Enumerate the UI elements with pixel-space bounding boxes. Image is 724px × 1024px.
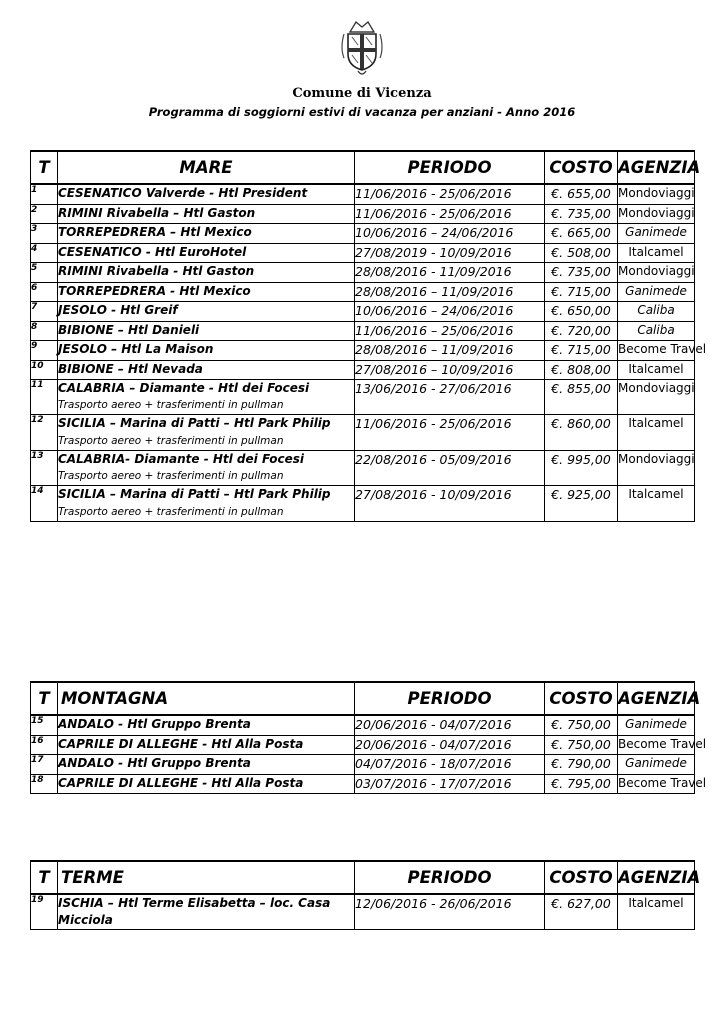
destination-name: JESOLO - Htl Greif (58, 303, 178, 317)
cost-cell: €. 508,00 (545, 243, 618, 263)
row-number: 17 (31, 755, 58, 775)
agency-cell: Ganimede (618, 282, 695, 302)
destination-name: BIBIONE – Htl Nevada (58, 361, 203, 376)
document-title: Comune di Vicenza (292, 86, 432, 101)
agency-cell: Ganimede (618, 224, 695, 244)
agency-cell: Become Travel (618, 774, 695, 794)
table-row (31, 321, 695, 341)
agency-cell: Italcamel (618, 243, 695, 263)
destination-cell (58, 715, 355, 735)
period-cell: 27/08/2016 – 10/09/2016 (355, 360, 545, 380)
destination-name: ANDALO - Htl Gruppo Brenta (58, 756, 251, 770)
row-number: 15 (31, 715, 58, 735)
agency-cell: Become Travel (618, 735, 695, 755)
row-number: 13 (31, 451, 58, 486)
agency-cell: Mondoviaggi (618, 184, 695, 204)
table-row (31, 282, 695, 302)
destination-name: ISCHIA – Htl Terme Elisabetta – loc. Casa Micciola (58, 896, 331, 927)
row-number: 8 (31, 321, 58, 341)
table-row (31, 415, 695, 451)
row-number: 10 (31, 360, 58, 380)
transport-note: Trasporto aereo + trasferimenti in pullman (58, 435, 284, 447)
cost-cell: €. 627,00 (545, 894, 618, 930)
table-row (31, 735, 695, 755)
destination-name: RIMINI Rivabella – Htl Gaston (58, 205, 256, 220)
agency-cell: Caliba (618, 302, 695, 322)
destination-name: SICILIA – Marina di Patti – Htl Park Philip (58, 487, 331, 501)
destination-name: TORREPEDRERA – Htl Mexico (58, 225, 252, 239)
period-cell: 10/06/2016 – 24/06/2016 (355, 224, 545, 244)
row-number: 18 (31, 774, 58, 794)
destination-cell (58, 486, 355, 522)
cost-cell: €. 855,00 (545, 380, 618, 415)
period-cell: 28/08/2016 – 11/09/2016 (355, 282, 545, 302)
cost-cell: €. 795,00 (545, 774, 618, 794)
periodo-column-header: PERIODO (355, 861, 545, 894)
agenzia-column-header: AGENZIA (618, 682, 695, 715)
period-cell: 04/07/2016 - 18/07/2016 (355, 755, 545, 775)
table-row (31, 184, 695, 204)
period-cell: 13/06/2016 - 27/06/2016 (355, 380, 545, 415)
agency-cell: Mondoviaggi (618, 380, 695, 415)
agency-cell: Become Travel (618, 341, 695, 361)
destination-cell (58, 774, 355, 794)
t-column-header: T (31, 682, 58, 715)
costo-column-header: COSTO (545, 861, 618, 894)
agency-cell: Ganimede (618, 755, 695, 775)
table-row (31, 451, 695, 486)
destination-cell (58, 380, 355, 415)
table-row (31, 486, 695, 522)
periodo-column-header: PERIODO (355, 151, 545, 184)
destination-cell (58, 735, 355, 755)
cost-cell: €. 808,00 (545, 360, 618, 380)
row-number: 14 (31, 486, 58, 522)
section-header-montagna: MONTAGNA (58, 682, 355, 715)
period-cell: 10/06/2016 – 24/06/2016 (355, 302, 545, 322)
destination-name: CAPRILE DI ALLEGHE - Htl Alla Posta (58, 775, 304, 790)
row-number: 2 (31, 204, 58, 224)
destination-cell (58, 360, 355, 380)
destination-name: JESOLO – Htl La Maison (58, 342, 214, 356)
table-row (31, 774, 695, 794)
mare-table (30, 150, 707, 522)
agenzia-column-header: AGENZIA (618, 151, 695, 184)
cost-cell: €. 860,00 (545, 415, 618, 451)
period-cell: 20/06/2016 - 04/07/2016 (355, 735, 545, 755)
destination-cell (58, 184, 355, 204)
destination-cell (58, 243, 355, 263)
cost-cell: €. 995,00 (545, 451, 618, 486)
agency-cell: Caliba (618, 321, 695, 341)
row-number: 7 (31, 302, 58, 322)
destination-cell (58, 263, 355, 283)
agency-cell: Italcamel (618, 894, 695, 930)
period-cell: 22/08/2016 - 05/09/2016 (355, 451, 545, 486)
agency-cell: Italcamel (618, 415, 695, 451)
row-number: 4 (31, 243, 58, 263)
destination-cell (58, 204, 355, 224)
destination-name: TORREPEDRERA - Htl Mexico (58, 283, 251, 298)
destination-name: BIBIONE – Htl Danieli (58, 322, 200, 337)
table-row (31, 204, 695, 224)
row-number: 5 (31, 263, 58, 283)
agency-cell: Ganimede (618, 715, 695, 735)
period-cell: 27/08/2016 - 10/09/2016 (355, 486, 545, 522)
transport-note: Trasporto aereo + trasferimenti in pullman (58, 470, 284, 482)
row-number: 1 (31, 184, 58, 204)
period-cell: 12/06/2016 - 26/06/2016 (355, 894, 545, 930)
destination-cell (58, 321, 355, 341)
period-cell: 11/06/2016 – 25/06/2016 (355, 321, 545, 341)
transport-note: Trasporto aereo + trasferimenti in pullman (58, 399, 284, 411)
cost-cell: €. 665,00 (545, 224, 618, 244)
terme-table (30, 860, 701, 930)
period-cell: 11/06/2016 - 25/06/2016 (355, 184, 545, 204)
destination-name: CESENATICO - Htl EuroHotel (58, 244, 247, 259)
destination-cell (58, 224, 355, 244)
destination-name: CALABRIA- Diamante - Htl dei Focesi (58, 452, 304, 466)
period-cell: 11/06/2016 - 25/06/2016 (355, 204, 545, 224)
destination-name: RIMINI Rivabella - Htl Gaston (58, 264, 255, 278)
agency-cell: Mondoviaggi (618, 263, 695, 283)
table-row (31, 715, 695, 735)
destination-cell (58, 282, 355, 302)
destination-cell (58, 341, 355, 361)
section-header-mare: MARE (58, 151, 355, 184)
table-row (31, 380, 695, 415)
agency-cell: Mondoviaggi (618, 204, 695, 224)
period-cell: 27/08/2019 - 10/09/2016 (355, 243, 545, 263)
periodo-column-header: PERIODO (355, 682, 545, 715)
cost-cell: €. 715,00 (545, 282, 618, 302)
cost-cell: €. 925,00 (545, 486, 618, 522)
t-column-header: T (31, 151, 58, 184)
cost-cell: €. 735,00 (545, 204, 618, 224)
cost-cell: €. 655,00 (545, 184, 618, 204)
cost-cell: €. 715,00 (545, 341, 618, 361)
destination-cell (58, 894, 355, 930)
destination-name: CESENATICO Valverde - Htl President (58, 186, 308, 200)
destination-cell (58, 451, 355, 486)
table-row (31, 243, 695, 263)
period-cell: 20/06/2016 - 04/07/2016 (355, 715, 545, 735)
table-row (31, 341, 695, 361)
t-column-header: T (31, 861, 58, 894)
destination-name: CALABRIA – Diamante - Htl dei Focesi (58, 381, 310, 395)
destination-name: SICILIA – Marina di Patti – Htl Park Philip (58, 416, 331, 430)
cost-cell: €. 750,00 (545, 735, 618, 755)
section-header-terme: TERME (58, 861, 355, 894)
table-row (31, 360, 695, 380)
cost-cell: €. 750,00 (545, 715, 618, 735)
row-number: 3 (31, 224, 58, 244)
period-cell: 28/08/2016 - 11/09/2016 (355, 263, 545, 283)
destination-cell (58, 302, 355, 322)
destination-name: ANDALO - Htl Gruppo Brenta (58, 717, 251, 731)
period-cell: 28/08/2016 – 11/09/2016 (355, 341, 545, 361)
row-number: 9 (31, 341, 58, 361)
table-row (31, 894, 695, 930)
period-cell: 03/07/2016 - 17/07/2016 (355, 774, 545, 794)
agency-cell: Italcamel (618, 360, 695, 380)
destination-cell (58, 755, 355, 775)
row-number: 16 (31, 735, 58, 755)
table-row (31, 302, 695, 322)
agency-cell: Mondoviaggi (618, 451, 695, 486)
table-row (31, 755, 695, 775)
row-number: 19 (31, 894, 58, 930)
coat-of-arms-icon (338, 18, 386, 78)
montagna-table (30, 681, 707, 794)
agenzia-column-header: AGENZIA (618, 861, 695, 894)
costo-column-header: COSTO (545, 682, 618, 715)
table-row (31, 263, 695, 283)
costo-column-header: COSTO (545, 151, 618, 184)
cost-cell: €. 790,00 (545, 755, 618, 775)
cost-cell: €. 735,00 (545, 263, 618, 283)
document-subtitle: Programma di soggiorni estivi di vacanza per anziani - Anno 2016 (148, 105, 576, 119)
agency-cell: Italcamel (618, 486, 695, 522)
transport-note: Trasporto aereo + trasferimenti in pullman (58, 506, 284, 518)
table-row (31, 224, 695, 244)
period-cell: 11/06/2016 - 25/06/2016 (355, 415, 545, 451)
row-number: 11 (31, 380, 58, 415)
row-number: 6 (31, 282, 58, 302)
destination-cell (58, 415, 355, 451)
row-number: 12 (31, 415, 58, 451)
cost-cell: €. 650,00 (545, 302, 618, 322)
destination-name: CAPRILE DI ALLEGHE - Htl Alla Posta (58, 736, 304, 751)
cost-cell: €. 720,00 (545, 321, 618, 341)
